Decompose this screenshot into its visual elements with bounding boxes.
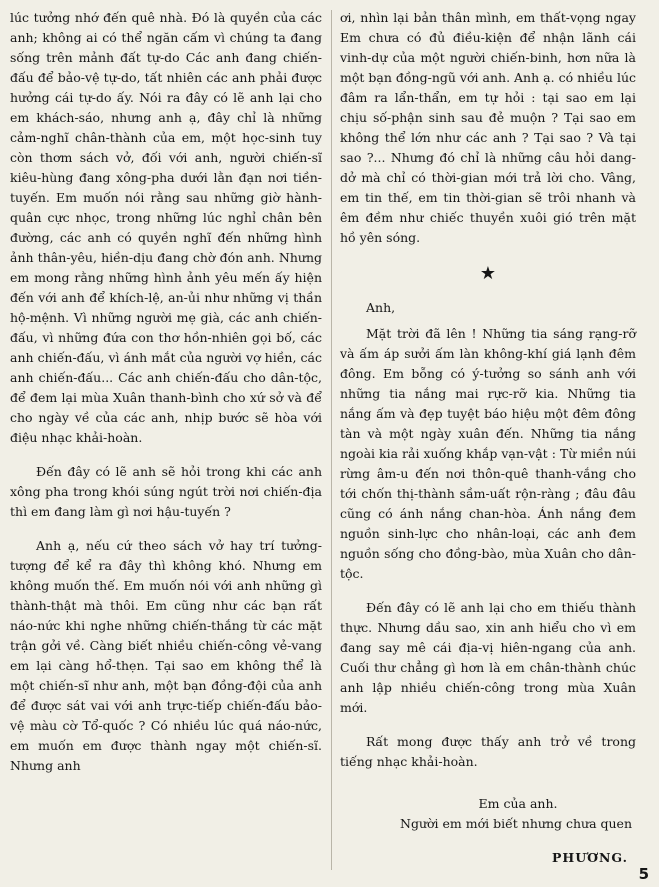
sign-off-line: Em của anh. xyxy=(478,796,558,811)
left-column xyxy=(10,8,322,790)
star-separator-icon: ★ xyxy=(479,263,497,284)
right-paragraph-1: ơi, nhìn lại bản thân mình, em thất-vọng ngay Em chưa có đủ điều-kiện để nhận lãnh cái vinh-dự của một người chiến-binh, hơn nữa là một bạn đồng-ngũ với anh. Anh ạ. có nhiều lúc đâm ra lẩn-thẩn, em tự hỏi : tại sao em lại chịu số-phận sinh sau đẻ muộn ? Tại sao em không thể lớn như các anh ? Tại sao ? Và tại sao ?... Nhưng đó chỉ là những câu hỏi dang-dở mà chỉ có thời-gian mới trả lời cho. Vâng, em tin thế, em tin thời-gian sẽ trôi nhanh và êm đềm như chiếc thuyền xuôi gió trên mặt hồ yên sóng. xyxy=(340,10,636,245)
salutation: Anh, xyxy=(366,300,396,315)
left-paragraph-2: Đến đây có lẽ anh sẽ hỏi trong khi các anh xông pha trong khói súng ngút trời nơi chiến-địa thì em đang làm gì nơi hậu-tuyến ? xyxy=(10,464,322,519)
right-paragraph-3: Đến đây có lẽ anh lại cho em thiếu thành thực. Nhưng dầu sao, xin anh hiểu cho vì em đang say mê cái địa-vị hiên-ngang của anh. Cuối thư chẳng gì hơn là em chân-thành chúc anh lập nhiều chiến-công trong mùa Xuân mới. xyxy=(340,600,636,715)
left-paragraph-1: lúc tưởng nhớ đến quê nhà. Đó là quyền của các anh; không ai có thể ngăn cấm vì chúng ta đang sống trên mảnh đất tự-do Các anh đang chiến-đấu để bảo-vệ tự-do, tất nhiên các anh phải được hưởng cái tự-do ấy. Nói ra đây có lẽ anh lại cho em khách-sáo, nhưng anh ạ, đây chỉ là những cảm-nghĩ chân-thành của em, một học-sinh tuy còn thơm sách vở, đối với anh, người chiến-sĩ kiêu-hùng đang xông-pha dưới lằn đạn nơi tiền-tuyến. Em muốn nói rằng sau những giờ hành-quân cực nhọc, trong những lúc nghỉ chân bên đường, các anh có quyền nghĩ đến những hình ảnh thân-yêu, hiền-dịu đang chờ đón anh. Nhưng em mong rằng những hình ảnh yêu mến ấy hiện đến với anh để khích-lệ, an-ủi như những vị thần hộ-mệnh. Vì những người mẹ già, các anh chiến-đấu, vì những đứa con thơ hồn-nhiên gọi bố, các anh chiến-đấu, vì ánh mắt của người vợ hiền, các anh chiến-đấu... Các anh chiến-đấu cho dân-tộc, để đem lại mùa Xuân thanh-bình cho xứ sở và để cho ngày về của các anh, nhịp bước sẽ hòa với điệu nhạc khải-hoàn. xyxy=(10,10,322,445)
right-paragraph-4: Rất mong được thấy anh trở về trong tiếng nhạc khải-hoàn. xyxy=(340,734,636,769)
column-divider xyxy=(331,10,332,870)
page-number: 5 xyxy=(638,865,649,883)
right-paragraph-2: Mặt trời đã lên ! Những tia sáng rạng-rỡ và ấm áp sưởi ấm làn không-khí giá lạnh đêm đông. Em bỗng có ý-tưởng so sánh anh với những tia nắng mai rực-rỡ kia. Những tia nắng ấm và đẹp tuyệt báo hiệu một đêm đông tàn và một ngày xuân đến. Những tia nắng ngoài kia rải xuống khắp vạn-vật : Từ miền núi rừng âm-u đến nơi thôn-quê thanh-vắng cho tới chốn thị-thành sầm-uất rộn-ràng ; đâu đâu cũng có ánh nắng chan-hòa. Ánh nắng đem nguồn sinh-lực cho nhân-loại, các anh đem nguồn sống cho đồng-bào, mùa Xuân cho dân-tộc. xyxy=(340,326,636,581)
sign-off-subtitle: Người em mới biết nhưng chưa quen xyxy=(400,816,632,831)
left-paragraph-3: Anh ạ, nếu cứ theo sách vở hay trí tưởng-tượng để kể ra đây thì không khó. Nhưng em không muốn thế. Em muốn nói với anh những gì thành-thật mà thôi. Em cũng như các bạn rất náo-nức khi nghe những chiến-thắng từ các mặt trận gởi về. Càng biết nhiều chiến-công vẻ-vang em lại càng hổ-thẹn. Tại sao em không thể là một chiến-sĩ như anh, một bạn đồng-đội của anh để được sát vai với anh trực-tiếp chiến-đấu bảo-vệ màu cờ Tổ-quốc ? Có nhiều lúc quá náo-nức, em muốn em được thành ngay một chiến-sĩ. Nhưng anh xyxy=(10,538,322,773)
author-signature: PHƯƠNG. xyxy=(551,850,628,865)
right-column xyxy=(340,8,636,868)
